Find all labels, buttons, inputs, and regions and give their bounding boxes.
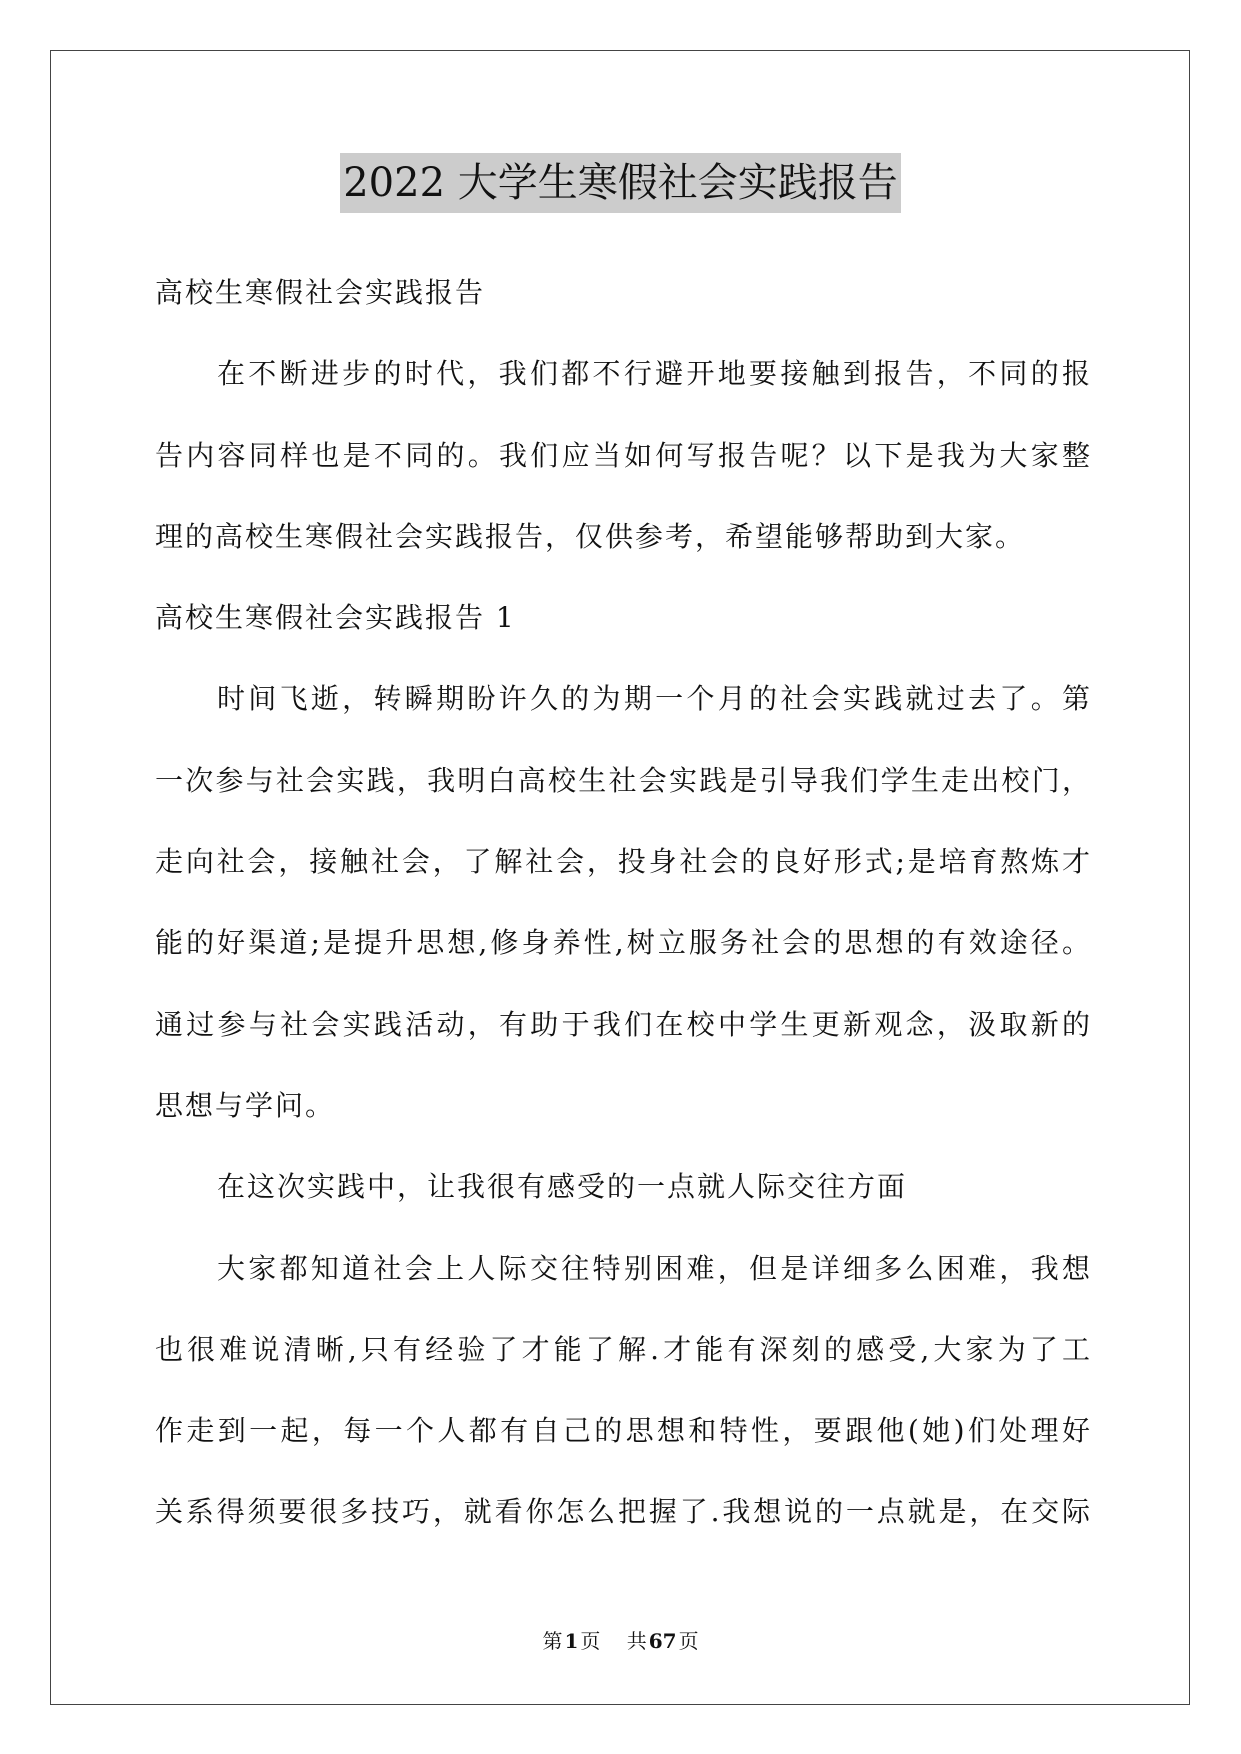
text-line: 一次参与社会实践，我明白高校生社会实践是引导我们学生走出校门， bbox=[155, 763, 1092, 797]
text-line: 告内容同样也是不同的。我们应当如何写报告呢？以下是我为大家整 bbox=[155, 438, 1092, 472]
page-prefix: 第 bbox=[542, 1629, 563, 1653]
page-suffix: 页 bbox=[580, 1629, 601, 1653]
section-heading: 高校生寒假社会实践报告 1 bbox=[155, 601, 516, 635]
text-line: 作走到一起，每一个人都有自己的思想和特性，要跟他(她)们处理好 bbox=[155, 1414, 1092, 1448]
page-footer bbox=[0, 1626, 1241, 1656]
page-number: 1 bbox=[564, 1629, 579, 1653]
document-title-container bbox=[0, 153, 1241, 213]
text-line: 走向社会，接触社会，了解社会，投身社会的良好形式;是培育熬炼才 bbox=[155, 845, 1092, 879]
text-line: 思想与学问。 bbox=[155, 1088, 336, 1122]
heading: 高校生寒假社会实践报告 bbox=[155, 276, 486, 309]
total-suffix: 页 bbox=[678, 1629, 699, 1653]
text-line: 大家都知道社会上人际交往特别困难，但是详细多么困难，我想 bbox=[217, 1251, 1092, 1285]
text-line: 也很难说清晰,只有经验了才能了解.才能有深刻的感受,大家为了工 bbox=[155, 1332, 1092, 1366]
total-prefix: 共 bbox=[626, 1629, 647, 1653]
text-line: 理的高校生寒假社会实践报告，仅供参考，希望能够帮助到大家。 bbox=[155, 519, 1026, 553]
text-line: 能的好渠道;是提升思想,修身养性,树立服务社会的思想的有效途径。 bbox=[155, 926, 1092, 960]
page-indicator bbox=[542, 1629, 606, 1653]
text-line: 在不断进步的时代，我们都不行避开地要接触到报告，不同的报 bbox=[217, 357, 1092, 391]
text-line: 时间飞逝，转瞬期盼许久的为期一个月的社会实践就过去了。第 bbox=[217, 682, 1092, 716]
text-line: 通过参与社会实践活动，有助于我们在校中学生更新观念，汲取新的 bbox=[155, 1007, 1092, 1041]
document-title: 2022 大学生寒假社会实践报告 bbox=[340, 153, 901, 213]
document-body bbox=[155, 252, 1092, 1553]
total-pages: 67 bbox=[648, 1629, 677, 1653]
text-line: 关系得须要很多技巧，就看你怎么把握了.我想说的一点就是，在交际 bbox=[155, 1495, 1092, 1529]
text-line: 在这次实践中，让我很有感受的一点就人际交往方面 bbox=[217, 1170, 908, 1204]
total-pages-indicator bbox=[627, 1629, 699, 1653]
